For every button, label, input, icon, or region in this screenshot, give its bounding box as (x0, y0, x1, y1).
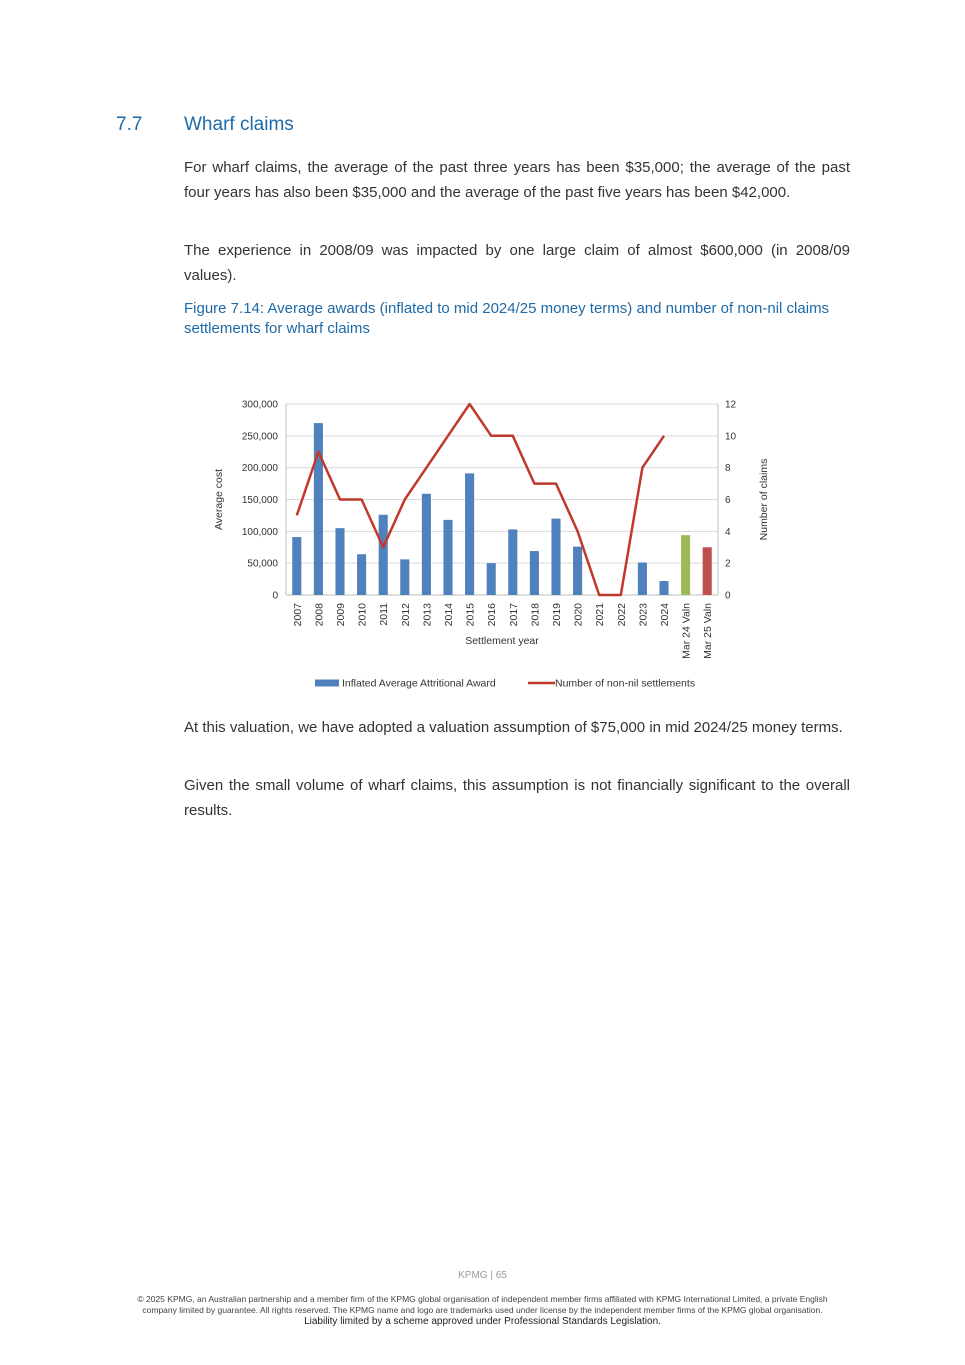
x-tick-label: 2012 (399, 603, 412, 627)
y-tick-label: 0 (272, 590, 278, 602)
y-tick-label: 250,000 (241, 431, 278, 443)
bar (465, 473, 474, 595)
x-tick-label: 2007 (291, 603, 304, 627)
bar (443, 520, 452, 595)
footer-page-number: KPMG | 65 (458, 1270, 507, 1281)
paragraph-large-claim: The experience in 2008/09 was impacted by one large claim of almost $600,000 (in 2008/09 values). (184, 242, 850, 284)
section-heading (116, 114, 294, 136)
x-tick-label: 2023 (637, 603, 650, 627)
wharf-claims-chart (200, 390, 780, 700)
bar (703, 547, 712, 595)
x-tick-label: 2016 (486, 603, 499, 627)
bar (638, 563, 647, 595)
bar (422, 494, 431, 595)
legend-swatch-bar (315, 680, 339, 687)
x-tick-label: 2022 (615, 603, 628, 627)
x-tick-label: 2021 (594, 603, 607, 627)
legend-label-bar: Inflated Average Attritional Award (342, 677, 496, 690)
x-tick-label: 2018 (529, 603, 542, 627)
x-axis-title: Settlement year (465, 635, 539, 647)
x-tick-label: 2020 (572, 603, 585, 627)
y-tick-label: 50,000 (247, 558, 278, 570)
legend-label-line: Number of non-nil settlements (555, 677, 696, 690)
bar (314, 423, 323, 595)
footer-liability: Liability limited by a scheme approved under Professional Standards Legislation. (304, 1316, 661, 1327)
y2-tick-label: 8 (725, 463, 731, 475)
bar (400, 559, 409, 595)
bar (530, 551, 539, 595)
y2-tick-label: 12 (725, 399, 737, 411)
paragraph-assumption: At this valuation, we have adopted a valuation assumption of $75,000 in mid 2024/25 money terms. (184, 719, 843, 736)
x-tick-label: 2024 (659, 603, 671, 627)
footer-legal-line-2: company limited by guarantee. All rights reserved. The KPMG name and logo are trademarks used under license by the independent member firms of the KPMG global organisation. (142, 1304, 823, 1315)
y-tick-label: 150,000 (241, 495, 278, 506)
bar (487, 563, 496, 595)
bar (659, 581, 668, 595)
x-tick-label: Mar 24 Valn (680, 603, 693, 659)
bar (551, 519, 560, 595)
paragraph-significance: Given the small volume of wharf claims, this assumption is not financially significant to the overall results. (184, 777, 850, 819)
x-tick-label: 2019 (551, 603, 563, 627)
x-tick-label: 2009 (335, 603, 347, 627)
x-tick-label: 2014 (443, 603, 455, 627)
bar (357, 554, 366, 595)
bar (573, 547, 582, 595)
bar (681, 535, 690, 595)
y2-tick-label: 0 (725, 590, 731, 602)
bar (335, 528, 344, 595)
y-axis-title: Average cost (213, 468, 225, 531)
x-tick-label: 2017 (507, 603, 520, 627)
y2-tick-label: 2 (725, 558, 731, 570)
figure-caption: Figure 7.14: Average awards (inflated to mid 2024/25 money terms) and number of non-nil claims settlements for wharf claims (184, 300, 830, 337)
x-tick-label: 2015 (464, 603, 477, 627)
bar (292, 537, 301, 595)
y2-tick-label: 4 (725, 526, 731, 538)
x-tick-label: 2011 (378, 603, 391, 626)
paragraph-averages: For wharf claims, the average of the past three years has been $35,000; the average of the past four years has also been $35,000 and the average of the past five years has been $42,000. (184, 159, 850, 201)
y-tick-label: 300,000 (241, 399, 278, 411)
x-tick-label: 2008 (313, 603, 326, 627)
section-number: 7.7 (116, 114, 143, 135)
x-tick-label: 2013 (421, 603, 434, 627)
y-tick-label: 200,000 (241, 463, 278, 475)
bar (379, 515, 388, 595)
bar (508, 529, 517, 595)
footer-legal-line-1: © 2025 KPMG, an Australian partnership and a member firm of the KPMG global organisation of independent member firms affiliated with KPMG International Limited, a private English (137, 1294, 828, 1304)
y2-tick-label: 10 (725, 431, 737, 443)
x-tick-label: Mar 25 Valn (702, 603, 715, 659)
footer-legal (100, 1294, 865, 1315)
y2-tick-label: 6 (725, 495, 731, 506)
x-tick-label: 2010 (356, 603, 369, 627)
section-title: Wharf claims (184, 114, 294, 135)
y2-axis-title: Number of claims (758, 458, 770, 541)
y-tick-label: 100,000 (241, 526, 278, 538)
